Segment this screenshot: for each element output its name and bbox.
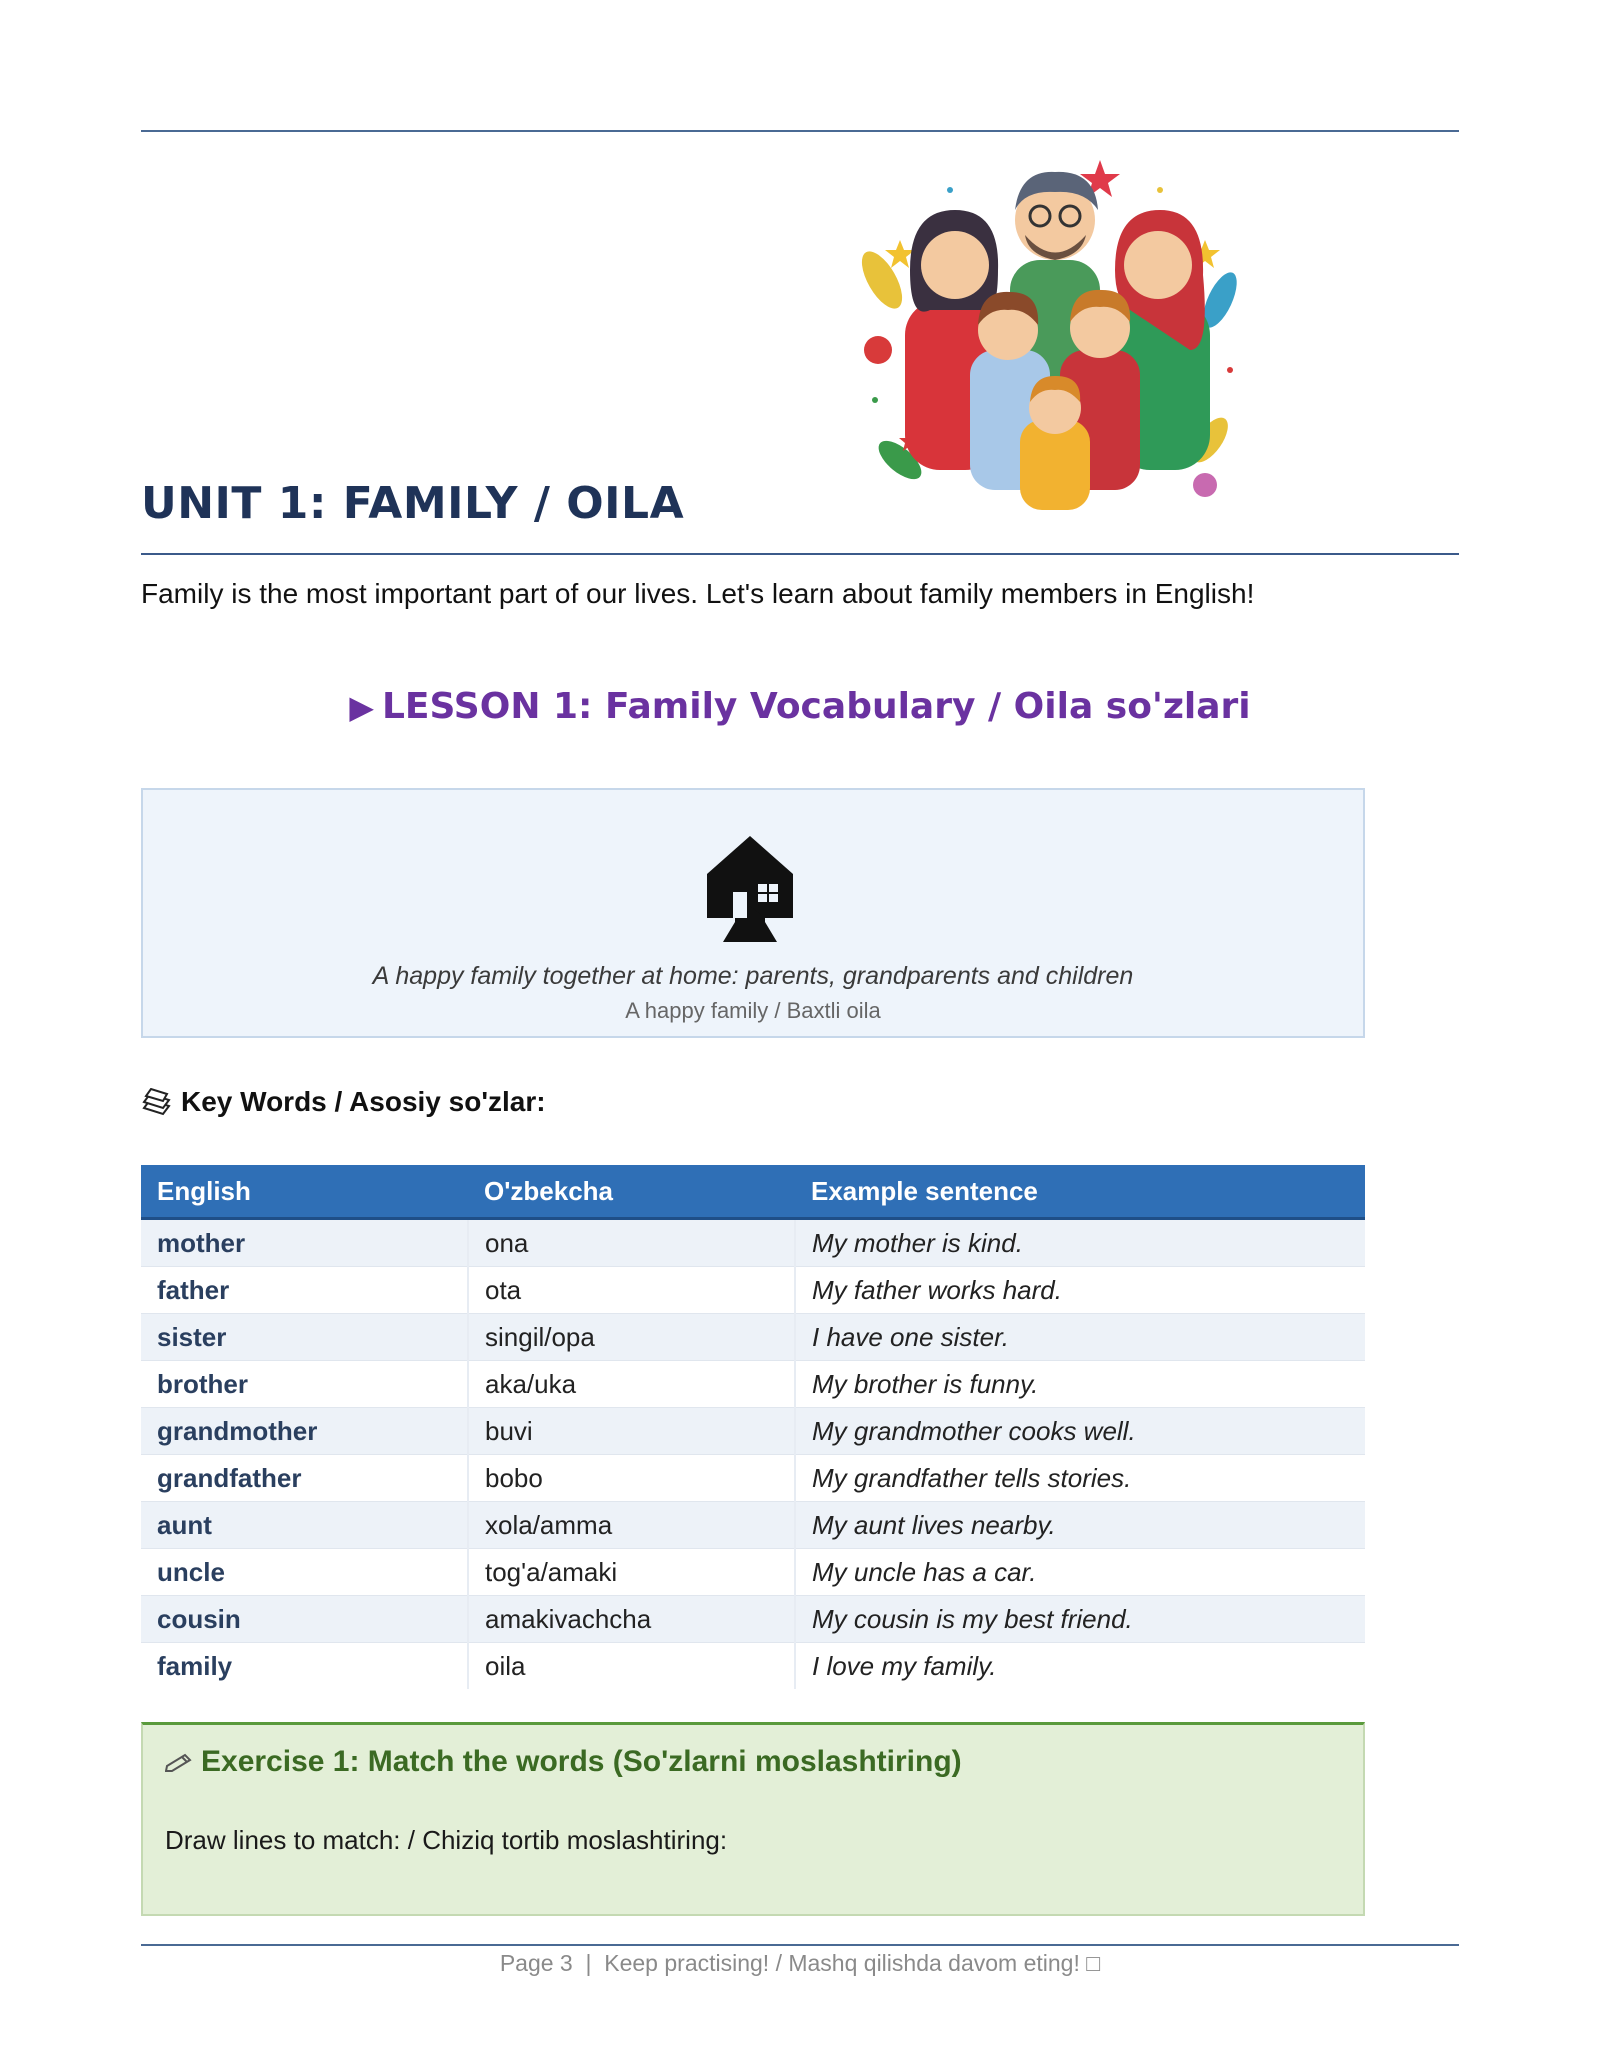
family-illustration [860,150,1250,530]
table-row [141,1643,1365,1690]
uzbek-word: xola/amma [468,1502,795,1549]
english-word: cousin [141,1596,468,1643]
footer-divider [141,1944,1459,1946]
table-row [141,1502,1365,1549]
exercise-title-text: Exercise 1: Match the words (So'zlarni moslashtiring) [201,1745,962,1778]
table-row [141,1408,1365,1455]
example-sentence: My grandmother cooks well. [795,1408,1365,1455]
play-arrow-icon: ▶ [349,688,374,726]
table-header-row [141,1165,1365,1219]
house-icon [705,834,795,946]
pencil-icon [165,1752,193,1772]
uzbek-word: buvi [468,1408,795,1455]
figure-caption: A happy family together at home: parents, grandparents and children [372,962,1134,990]
uzbek-word: aka/uka [468,1361,795,1408]
lesson-title-text: LESSON 1: Family Vocabulary / Oila so'zlari [381,686,1251,727]
uzbek-word: bobo [468,1455,795,1502]
exercise-instruction: Draw lines to match: / Chiziq tortib moslashtiring: [165,1825,728,1855]
key-words-heading [141,1086,546,1118]
header-english: English [141,1165,468,1219]
header-uzbek: O'zbekcha [468,1165,795,1219]
table-row [141,1549,1365,1596]
example-sentence: My aunt lives nearby. [795,1502,1365,1549]
key-words-text: Key Words / Asosiy so'zlar: [181,1086,546,1117]
english-word: father [141,1267,468,1314]
example-sentence: My uncle has a car. [795,1549,1365,1596]
header-example: Example sentence [795,1165,1365,1219]
english-word: brother [141,1361,468,1408]
example-sentence: My brother is funny. [795,1361,1365,1408]
table-row [141,1361,1365,1408]
example-sentence: I love my family. [795,1643,1365,1690]
english-word: mother [141,1219,468,1267]
table-row [141,1455,1365,1502]
english-word: grandmother [141,1408,468,1455]
page-footer: Page 3 | Keep practising! / Mashq qilishda davom eting! □ [499,1950,1101,1976]
exercise-title [165,1745,962,1779]
english-word: family [141,1643,468,1690]
uzbek-word: tog'a/amaki [468,1549,795,1596]
lesson-title [0,686,1600,727]
unit-title: UNIT 1: FAMILY / OILA [141,478,685,529]
table-row [141,1267,1365,1314]
table-row [141,1219,1365,1267]
figure-box [141,788,1365,1038]
books-icon [141,1088,171,1116]
example-sentence: My grandfather tells stories. [795,1455,1365,1502]
english-word: grandfather [141,1455,468,1502]
english-word: uncle [141,1549,468,1596]
exercise-box [141,1722,1365,1916]
figure-subcaption: A happy family / Baxtli oila [625,998,881,1023]
english-word: aunt [141,1502,468,1549]
uzbek-word: oila [468,1643,795,1690]
example-sentence: I have one sister. [795,1314,1365,1361]
uzbek-word: amakivachcha [468,1596,795,1643]
uzbek-word: ona [468,1219,795,1267]
english-word: sister [141,1314,468,1361]
title-divider [141,553,1459,555]
example-sentence: My cousin is my best friend. [795,1596,1365,1643]
uzbek-word: singil/opa [468,1314,795,1361]
uzbek-word: ota [468,1267,795,1314]
table-row [141,1596,1365,1643]
vocabulary-table [141,1165,1365,1689]
top-divider [141,130,1459,132]
example-sentence: My mother is kind. [795,1219,1365,1267]
table-row [141,1314,1365,1361]
example-sentence: My father works hard. [795,1267,1365,1314]
intro-text: Family is the most important part of our lives. Let's learn about family members in English! [141,578,1255,609]
